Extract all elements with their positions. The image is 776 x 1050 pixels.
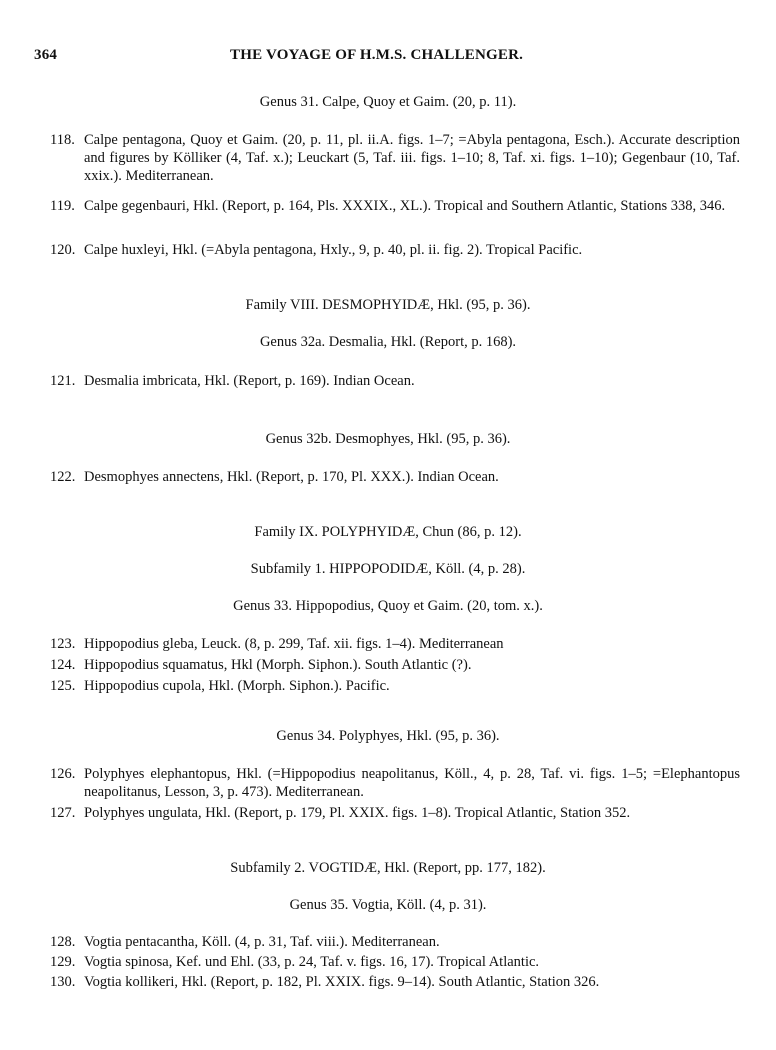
entry-number: 120. bbox=[50, 242, 76, 258]
entry-119 bbox=[50, 197, 740, 237]
heading-genus-35: Genus 35. Vogtia, Köll. (4, p. 31). bbox=[289, 897, 487, 913]
heading-genus-31: Genus 31. Calpe, Quoy et Gaim. (20, p. 11). bbox=[259, 94, 517, 110]
heading-genus-34: Genus 34. Polyphyes, Hkl. (95, p. 36). bbox=[276, 728, 500, 744]
heading-genus-33: Genus 33. Hippopodius, Quoy et Gaim. (20, tom. x.). bbox=[233, 598, 543, 614]
entry-number: 129. bbox=[50, 954, 76, 970]
entry-number: 123. bbox=[50, 636, 76, 652]
entry-number: 118. bbox=[50, 132, 75, 148]
entry-text: Desmalia imbricata, Hkl. (Report, p. 169). Indian Ocean. bbox=[84, 373, 415, 389]
entry-text: Vogtia pentacantha, Köll. (4, p. 31, Taf. viii.). Mediterranean. bbox=[84, 934, 440, 950]
entry-text: Hippopodius gleba, Leuck. (8, p. 299, Taf. xii. figs. 1–4). Mediterranean bbox=[84, 636, 504, 652]
entry-text: Calpe huxleyi, Hkl. (=Abyla pentagona, Hxly., 9, p. 40, pl. ii. fig. 2). Tropical Pacific. bbox=[84, 242, 583, 258]
entry-text: Calpe gegenbauri, Hkl. (Report, p. 164, Pls. XXXIX., XL.). Tropical and Southern Atlantic, Stations 338, 346. bbox=[84, 198, 726, 214]
entry-number: 121. bbox=[50, 373, 76, 389]
entry-text: Hippopodius cupola, Hkl. (Morph. Siphon.). Pacific. bbox=[84, 678, 390, 694]
entry-text: Polyphyes ungulata, Hkl. (Report, p. 179, Pl. XXIX. figs. 1–8). Tropical Atlantic, Station 352. bbox=[84, 805, 631, 821]
entry-text: Desmophyes annectens, Hkl. (Report, p. 170, Pl. XXX.). Indian Ocean. bbox=[84, 469, 499, 485]
heading-genus-32a: Genus 32a. Desmalia, Hkl. (Report, p. 168). bbox=[259, 334, 517, 350]
entry-number: 126. bbox=[50, 766, 76, 782]
page-number: 364 bbox=[34, 47, 58, 63]
heading-family-9: Family IX. POLYPHYIDÆ, Chun (86, p. 12). bbox=[254, 524, 522, 540]
running-title: THE VOYAGE OF H.M.S. CHALLENGER. bbox=[230, 47, 524, 63]
entry-number: 124. bbox=[50, 657, 76, 673]
entry-text: Hippopodius squamatus, Hkl (Morph. Siphon.). South Atlantic (?). bbox=[84, 657, 472, 673]
entry-number: 125. bbox=[50, 678, 76, 694]
entry-text: Vogtia spinosa, Kef. und Ehl. (33, p. 24, Taf. v. figs. 16, 17). Tropical Atlantic. bbox=[84, 954, 540, 970]
entry-number: 130. bbox=[50, 974, 76, 990]
entry-number: 128. bbox=[50, 934, 76, 950]
heading-subfamily-1: Subfamily 1. HIPPOPODIDÆ, Köll. (4, p. 28). bbox=[250, 561, 526, 577]
entry-number: 127. bbox=[50, 805, 76, 821]
heading-genus-32b: Genus 32b. Desmophyes, Hkl. (95, p. 36). bbox=[265, 431, 511, 447]
entry-number: 119. bbox=[50, 198, 75, 214]
entry-118 bbox=[50, 131, 740, 191]
entry-text: Polyphyes elephantopus, Hkl. (=Hippopodius neapolitanus, Köll., 4, p. 28, Taf. vi. figs. 1–5; =Elephantopus neapolitanus, Lesson, 3, p. 473). Mediterranean. bbox=[84, 766, 740, 800]
entry-text: Calpe pentagona, Quoy et Gaim. (20, p. 11, pl. ii.A. figs. 1–7; =Abyla pentagona, Esch.). Accurate description and figures by Kölliker (4, Taf. x.); Leuckart (5, Taf. iii. figs. 1–10; 8, Taf. xi. figs. 1–10); Gegenbaur (10, Taf. xxix.). Mediterranean. bbox=[84, 132, 740, 184]
entry-126 bbox=[50, 765, 740, 805]
entry-text: Vogtia kollikeri, Hkl. (Report, p. 182, Pl. XXIX. figs. 9–14). South Atlantic, Station 326. bbox=[84, 974, 600, 990]
heading-family-8: Family VIII. DESMOPHYIDÆ, Hkl. (95, p. 36). bbox=[245, 297, 531, 313]
entry-number: 122. bbox=[50, 469, 76, 485]
heading-subfamily-2: Subfamily 2. VOGTIDÆ, Hkl. (Report, pp. 177, 182). bbox=[230, 860, 546, 876]
